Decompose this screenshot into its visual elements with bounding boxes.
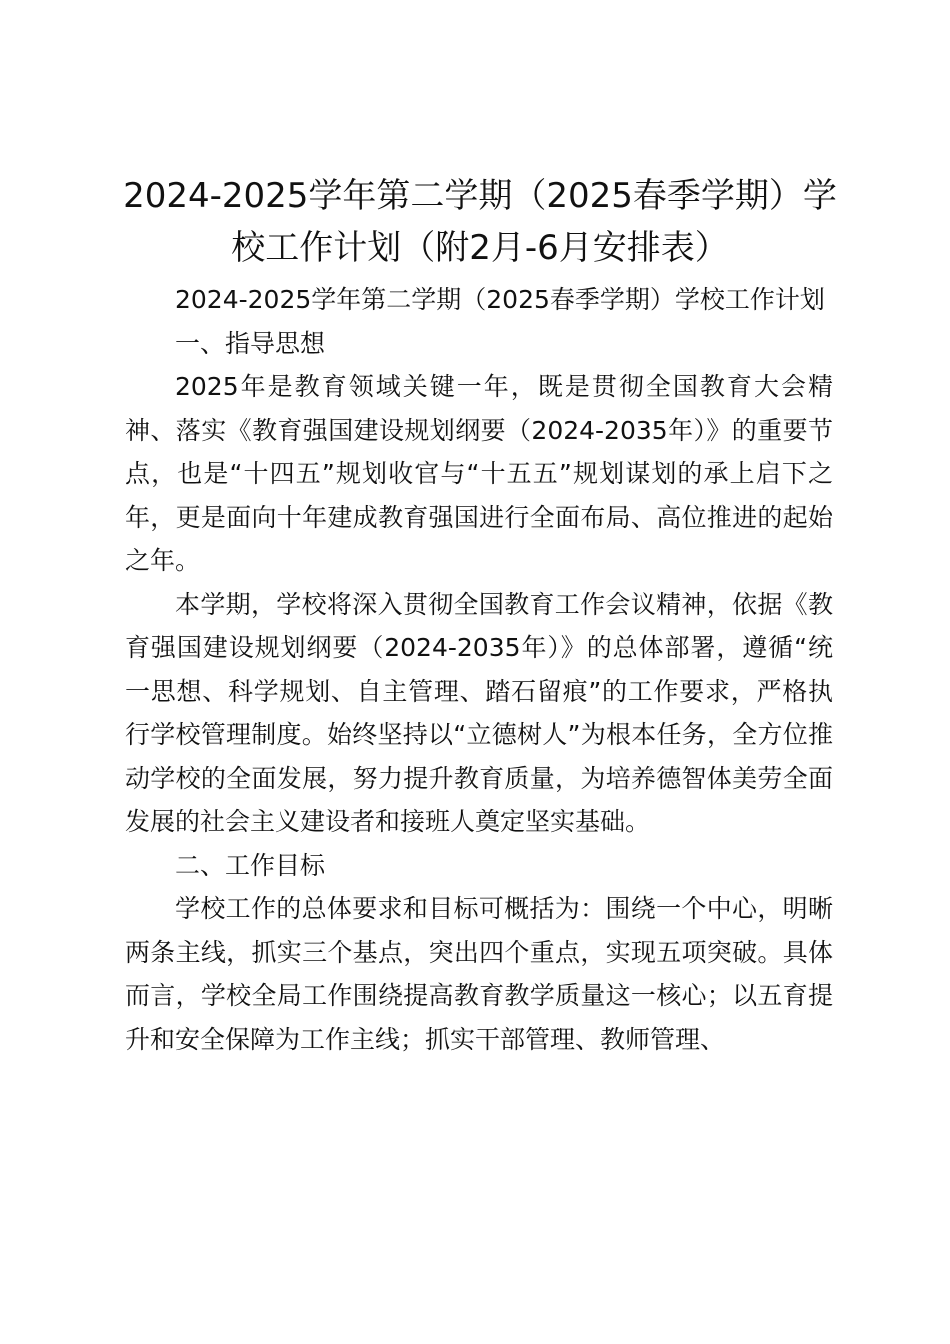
body-paragraph: 本学期，学校将深入贯彻全国教育工作会议精神，依据《教育强国建设规划纲要（2024-2035年）》的总体部署，遵循“统一思想、科学规划、自主管理、踏石留痕”的工作要求，严格执行学校管理制度。始终坚持以“立德树人”为根本任务，全方位推动学校的全面发展，努力提升教育质量，为培养德智体美劳全面发展的社会主义建设者和接班人奠定坚实基础。 bbox=[125, 589, 833, 836]
section-heading-guiding-ideology: 一、指导思想 bbox=[175, 328, 326, 358]
section-heading-work-goals: 二、工作目标 bbox=[175, 850, 326, 880]
subtitle-paragraph: 2024-2025学年第二学期（2025春季学期）学校工作计划 bbox=[175, 285, 825, 314]
body-paragraph: 学校工作的总体要求和目标可概括为：围绕一个中心，明晰两条主线，抓实三个基点，突出四个重点，实现五项突破。具体而言，学校全局工作围绕提高教育教学质量这一核心；以五育提升和安全保障为工作主线；抓实干部管理、教师管理、 bbox=[125, 894, 833, 1054]
document-body bbox=[125, 278, 833, 1061]
body-paragraph: 2025年是教育领域关键一年，既是贯彻全国教育大会精神、落实《教育强国建设规划纲要（2024-2035年）》的重要节点，也是“十四五”规划收官与“十五五”规划谋划的承上启下之年，更是面向十年建成教育强国进行全面布局、高位推进的起始之年。 bbox=[125, 372, 833, 575]
document-title: 2024-2025学年第二学期（2025春季学期）学校工作计划（附2月-6月安排表） bbox=[123, 176, 837, 268]
